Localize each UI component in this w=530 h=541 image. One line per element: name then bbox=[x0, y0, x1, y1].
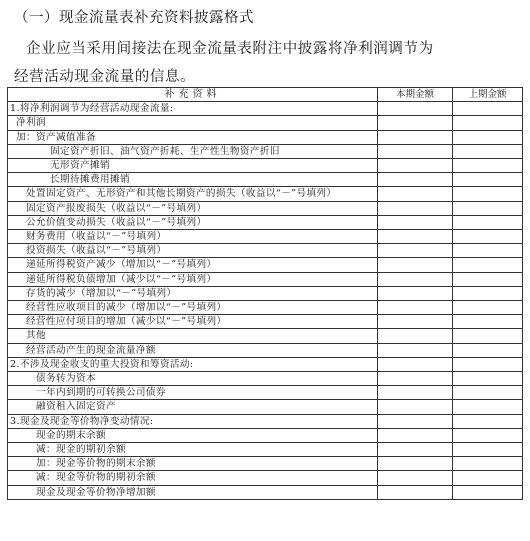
previous-period-amount-cell bbox=[453, 372, 523, 386]
current-period-amount-cell bbox=[378, 286, 453, 300]
current-period-amount-cell bbox=[378, 386, 453, 400]
current-period-amount-cell bbox=[378, 357, 453, 371]
previous-period-amount-cell bbox=[453, 400, 523, 414]
table-row bbox=[8, 130, 523, 144]
previous-period-amount-cell bbox=[453, 301, 523, 315]
row-label: 存货的减少（增加以“－”号填列） bbox=[8, 286, 378, 300]
table-row bbox=[8, 414, 523, 428]
row-label: 一年内到期的可转换公司债券 bbox=[8, 386, 378, 400]
table-row bbox=[8, 428, 523, 442]
table-row bbox=[8, 343, 523, 357]
previous-period-amount-cell bbox=[453, 414, 523, 428]
current-period-amount-cell bbox=[378, 144, 453, 158]
previous-period-amount-cell bbox=[453, 457, 523, 471]
previous-period-amount-cell bbox=[453, 230, 523, 244]
current-period-amount-cell bbox=[378, 471, 453, 485]
table-row bbox=[8, 485, 523, 499]
supplementary-info-table bbox=[7, 87, 523, 500]
current-period-amount-cell bbox=[378, 301, 453, 315]
row-label: 经营性应付项目的增加（减少以“－”号填列） bbox=[8, 315, 378, 329]
row-label: 经营活动产生的现金流量净额 bbox=[8, 343, 378, 357]
previous-period-amount-cell bbox=[453, 485, 523, 499]
previous-period-amount-cell bbox=[453, 159, 523, 173]
row-label: 公允价值变动损失（收益以“－”号填列） bbox=[8, 215, 378, 229]
previous-period-amount-cell bbox=[453, 428, 523, 442]
current-period-amount-cell bbox=[378, 102, 453, 116]
current-period-amount-cell bbox=[378, 457, 453, 471]
current-period-amount-cell bbox=[378, 343, 453, 357]
row-label: 无形资产摊销 bbox=[8, 159, 378, 173]
row-label: 长期待摊费用摊销 bbox=[8, 173, 378, 187]
previous-period-amount-cell bbox=[453, 102, 523, 116]
table-row bbox=[8, 386, 523, 400]
intro-paragraph-line-2: 经营活动现金流量的信息。 bbox=[14, 69, 196, 85]
table-row bbox=[8, 329, 523, 343]
current-period-amount-cell bbox=[378, 485, 453, 499]
previous-period-amount-cell bbox=[453, 244, 523, 258]
table-row bbox=[8, 471, 523, 485]
current-period-amount-cell bbox=[378, 130, 453, 144]
previous-period-amount-cell bbox=[453, 215, 523, 229]
row-label: 1.将净利润调节为经营活动现金流量: bbox=[8, 102, 378, 116]
row-label: 净利润 bbox=[8, 116, 378, 130]
current-period-amount-cell bbox=[378, 400, 453, 414]
previous-period-amount-cell bbox=[453, 144, 523, 158]
previous-period-amount-cell bbox=[453, 130, 523, 144]
previous-period-amount-cell bbox=[453, 173, 523, 187]
current-period-amount-cell bbox=[378, 414, 453, 428]
row-label: 融资租入固定资产 bbox=[8, 400, 378, 414]
row-label: 减：现金等价物的期初余额 bbox=[8, 471, 378, 485]
row-label: 加：资产减值准备 bbox=[8, 130, 378, 144]
row-label: 固定资产报废损失（收益以“－”号填列） bbox=[8, 201, 378, 215]
previous-period-amount-cell bbox=[453, 443, 523, 457]
previous-period-amount-cell bbox=[453, 272, 523, 286]
table-row bbox=[8, 187, 523, 201]
previous-period-amount-cell bbox=[453, 315, 523, 329]
row-label: 3.现金及现金等价物净变动情况: bbox=[8, 414, 378, 428]
current-period-amount-cell bbox=[378, 315, 453, 329]
current-period-amount-cell bbox=[378, 201, 453, 215]
current-period-amount-cell bbox=[378, 230, 453, 244]
table-row bbox=[8, 201, 523, 215]
column-header-current-period: 本期金额 bbox=[378, 88, 453, 102]
previous-period-amount-cell bbox=[453, 343, 523, 357]
table-row bbox=[8, 215, 523, 229]
current-period-amount-cell bbox=[378, 187, 453, 201]
table-row bbox=[8, 102, 523, 116]
row-label: 其他 bbox=[8, 329, 378, 343]
table-row bbox=[8, 272, 523, 286]
current-period-amount-cell bbox=[378, 258, 453, 272]
intro-paragraph-line-1: 企业应当采用间接法在现金流量表附注中披露将净利润调节为 bbox=[26, 41, 434, 57]
previous-period-amount-cell bbox=[453, 386, 523, 400]
row-label: 投资损失（收益以“－”号填列） bbox=[8, 244, 378, 258]
row-label: 递延所得税资产减少（增加以“－”号填列） bbox=[8, 258, 378, 272]
current-period-amount-cell bbox=[378, 372, 453, 386]
table-row bbox=[8, 457, 523, 471]
table-row bbox=[8, 286, 523, 300]
previous-period-amount-cell bbox=[453, 329, 523, 343]
row-label: 固定资产折旧、油气资产折耗、生产性生物资产折旧 bbox=[8, 144, 378, 158]
current-period-amount-cell bbox=[378, 272, 453, 286]
table-row bbox=[8, 116, 523, 130]
current-period-amount-cell bbox=[378, 443, 453, 457]
table-row bbox=[8, 400, 523, 414]
table-row bbox=[8, 301, 523, 315]
table-row bbox=[8, 443, 523, 457]
current-period-amount-cell bbox=[378, 173, 453, 187]
table-row bbox=[8, 258, 523, 272]
section-heading: （一）现金流量表补充资料披露格式 bbox=[14, 10, 254, 26]
row-label: 现金及现金等价物净增加额 bbox=[8, 485, 378, 499]
table-row bbox=[8, 315, 523, 329]
current-period-amount-cell bbox=[378, 244, 453, 258]
table-body bbox=[8, 102, 523, 500]
row-label: 财务费用（收益以“－”号填列） bbox=[8, 230, 378, 244]
table-row bbox=[8, 159, 523, 173]
column-header-previous-period: 上期金额 bbox=[453, 88, 523, 102]
current-period-amount-cell bbox=[378, 215, 453, 229]
column-header-item: 补充资料 bbox=[8, 88, 378, 102]
current-period-amount-cell bbox=[378, 329, 453, 343]
row-label: 经营性应收项目的减少（增加以“－”号填列） bbox=[8, 301, 378, 315]
previous-period-amount-cell bbox=[453, 201, 523, 215]
table-row bbox=[8, 357, 523, 371]
row-label: 2.不涉及现金收支的重大投资和筹资活动: bbox=[8, 357, 378, 371]
current-period-amount-cell bbox=[378, 159, 453, 173]
table-row bbox=[8, 144, 523, 158]
row-label: 处置固定资产、无形资产和其他长期资产的损失（收益以“－”号填列） bbox=[8, 187, 378, 201]
current-period-amount-cell bbox=[378, 428, 453, 442]
previous-period-amount-cell bbox=[453, 116, 523, 130]
table-header-row bbox=[8, 88, 523, 102]
table-row bbox=[8, 230, 523, 244]
row-label: 减：现金的期初余额 bbox=[8, 443, 378, 457]
previous-period-amount-cell bbox=[453, 357, 523, 371]
table-row bbox=[8, 173, 523, 187]
table-row bbox=[8, 244, 523, 258]
table-row bbox=[8, 372, 523, 386]
previous-period-amount-cell bbox=[453, 286, 523, 300]
row-label: 现金的期末余额 bbox=[8, 428, 378, 442]
previous-period-amount-cell bbox=[453, 187, 523, 201]
current-period-amount-cell bbox=[378, 116, 453, 130]
previous-period-amount-cell bbox=[453, 471, 523, 485]
row-label: 递延所得税负债增加（减少以“－”号填列） bbox=[8, 272, 378, 286]
previous-period-amount-cell bbox=[453, 258, 523, 272]
row-label: 加：现金等价物的期末余额 bbox=[8, 457, 378, 471]
row-label: 债务转为资本 bbox=[8, 372, 378, 386]
